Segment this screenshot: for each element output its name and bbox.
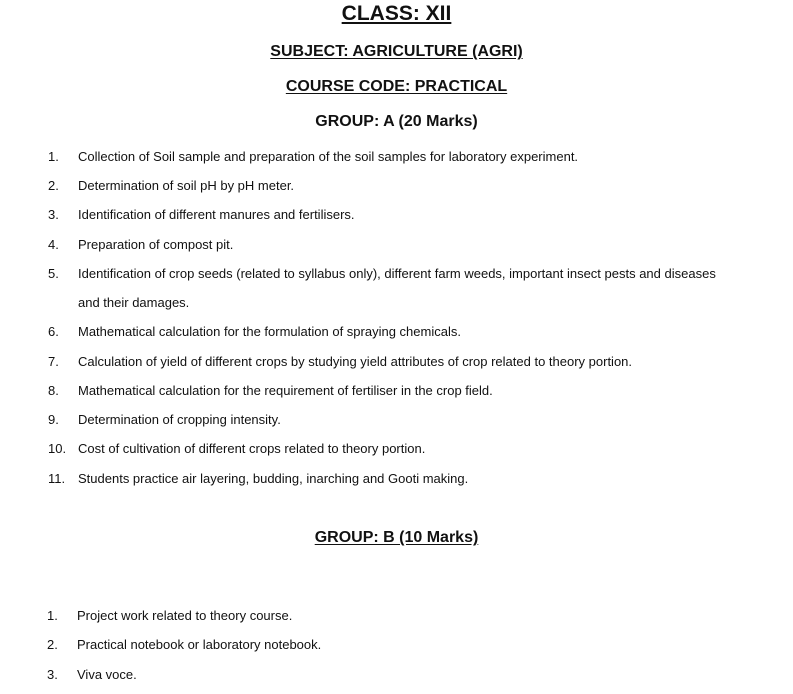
item-number: 3. bbox=[48, 207, 59, 222]
item-number: 8. bbox=[48, 383, 59, 398]
item-text: Mathematical calculation for the formulation of spraying chemicals. bbox=[78, 324, 461, 339]
item-text: Calculation of yield of different crops by studying yield attributes of crop related to theory portion. bbox=[78, 354, 633, 369]
list-item bbox=[0, 147, 793, 167]
list-item bbox=[0, 176, 793, 196]
list-item bbox=[0, 439, 793, 459]
list-item-continuation bbox=[0, 293, 793, 313]
subject-heading: SUBJECT: AGRICULTURE (AGRI) bbox=[270, 43, 523, 60]
item-number: 5. bbox=[48, 266, 59, 281]
list-item bbox=[0, 665, 793, 685]
item-number: 11. bbox=[48, 471, 66, 486]
item-text: and their damages. bbox=[78, 295, 190, 310]
item-text: Identification of different manures and fertilisers. bbox=[78, 207, 355, 222]
list-item bbox=[0, 235, 793, 255]
item-number: 4. bbox=[48, 237, 59, 252]
item-text: Determination of cropping intensity. bbox=[78, 412, 281, 427]
list-item bbox=[0, 322, 793, 342]
item-number: 1. bbox=[47, 608, 58, 623]
list-item bbox=[0, 410, 793, 430]
item-number: 7. bbox=[48, 354, 59, 369]
list-item bbox=[0, 606, 793, 626]
class-heading: CLASS: XII bbox=[341, 2, 452, 25]
item-text: Preparation of compost pit. bbox=[78, 237, 234, 252]
item-number: 9. bbox=[48, 412, 59, 427]
item-number: 6. bbox=[48, 324, 59, 339]
item-number: 1. bbox=[48, 149, 59, 164]
list-item bbox=[0, 205, 793, 225]
list-item bbox=[0, 469, 793, 489]
item-number: 2. bbox=[47, 637, 58, 652]
item-text: Project work related to theory course. bbox=[77, 608, 293, 623]
item-text: Students practice air layering, budding, inarching and Gooti making. bbox=[78, 471, 469, 486]
item-number: 2. bbox=[48, 178, 59, 193]
item-number: 10. bbox=[48, 441, 67, 456]
list-item bbox=[0, 381, 793, 401]
course-code-heading: COURSE CODE: PRACTICAL bbox=[285, 78, 508, 95]
item-text: Determination of soil pH by pH meter. bbox=[78, 178, 295, 193]
group-a-heading: GROUP: A (20 Marks) bbox=[315, 113, 478, 130]
item-text: Mathematical calculation for the requirement of fertiliser in the crop field. bbox=[78, 383, 493, 398]
group-b-heading: GROUP: B (10 Marks) bbox=[314, 529, 479, 546]
list-item bbox=[0, 352, 793, 372]
item-number: 3. bbox=[47, 667, 58, 682]
item-text: Collection of Soil sample and preparation of the soil samples for laboratory experiment. bbox=[78, 149, 579, 164]
item-text: Identification of crop seeds (related to syllabus only), different farm weeds, important insect pests and diseases bbox=[78, 266, 716, 281]
item-text: Viva voce. bbox=[77, 667, 137, 682]
item-text: Practical notebook or laboratory notebook. bbox=[77, 637, 322, 652]
item-text: Cost of cultivation of different crops related to theory portion. bbox=[78, 441, 426, 456]
list-item bbox=[0, 635, 793, 655]
list-item bbox=[0, 264, 793, 284]
